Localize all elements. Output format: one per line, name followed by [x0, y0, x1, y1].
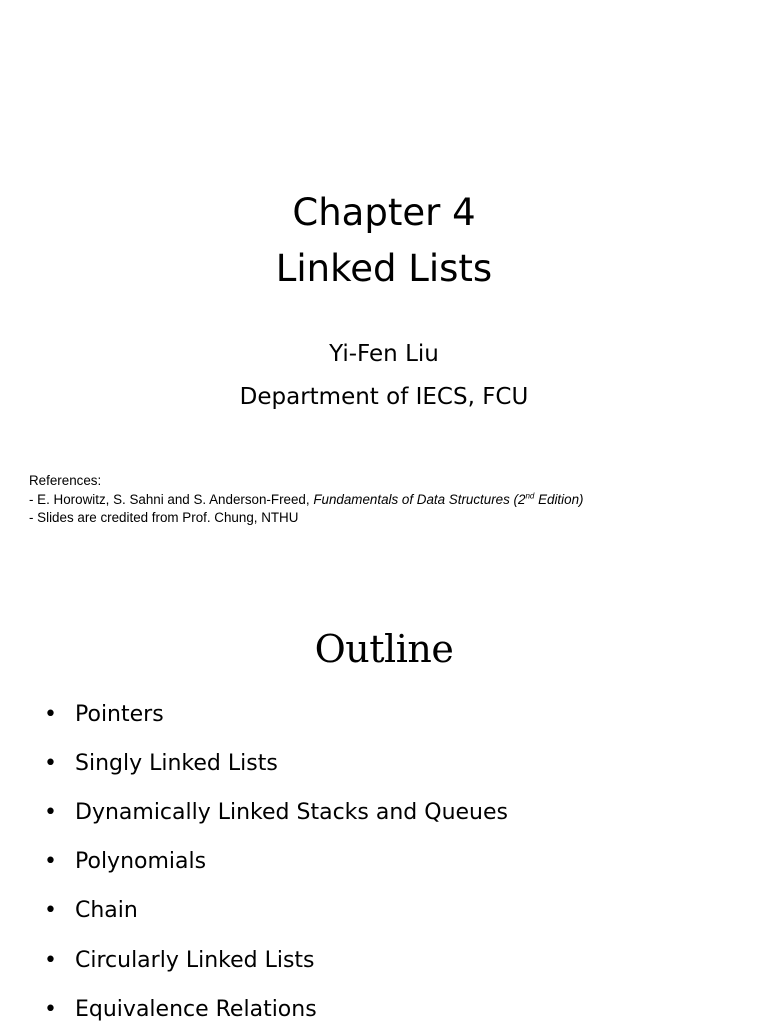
chapter-title-line1: Chapter 4	[292, 191, 476, 234]
list-item	[44, 887, 508, 936]
reference-book-title: Fundamentals of Data Structures (2nd Edition)	[313, 491, 584, 507]
list-item-label: Equivalence Relations	[75, 996, 317, 1022]
chapter-title	[0, 185, 768, 297]
list-item-label: Singly Linked Lists	[75, 750, 278, 776]
list-item-label: Circularly Linked Lists	[75, 947, 315, 973]
list-item	[44, 739, 508, 788]
chapter-title-line2: Linked Lists	[275, 247, 493, 290]
bullet-icon: •	[44, 750, 57, 776]
list-item	[44, 788, 508, 837]
bullet-icon: •	[44, 799, 57, 825]
bullet-icon: •	[44, 849, 57, 875]
bullet-icon: •	[44, 947, 57, 973]
references-heading: References:	[29, 473, 102, 488]
bullet-icon: •	[44, 701, 57, 727]
list-item	[44, 838, 508, 887]
list-item-label: Pointers	[75, 701, 164, 727]
list-item-label: Dynamically Linked Stacks and Queues	[75, 799, 508, 825]
list-item	[44, 936, 508, 985]
list-item	[44, 690, 508, 739]
reference-line-1	[29, 491, 583, 510]
list-item-label: Chain	[75, 898, 138, 924]
reference-line-2: - Slides are credited from Prof. Chung, NTHU	[29, 510, 299, 525]
author-affiliation: Department of IECS, FCU	[239, 384, 529, 410]
list-item	[44, 985, 508, 1034]
author-block	[0, 333, 768, 419]
author-name: Yi-Fen Liu	[329, 341, 439, 367]
outline-title: Outline	[314, 627, 454, 671]
outline-slide	[0, 560, 768, 1024]
outline-list	[44, 690, 508, 1034]
reference-authors: - E. Horowitz, S. Sahni and S. Anderson-Freed,	[29, 491, 314, 507]
bullet-icon: •	[44, 898, 57, 924]
list-item-label: Polynomials	[75, 849, 207, 875]
bullet-icon: •	[44, 996, 57, 1022]
references-block	[29, 472, 583, 528]
